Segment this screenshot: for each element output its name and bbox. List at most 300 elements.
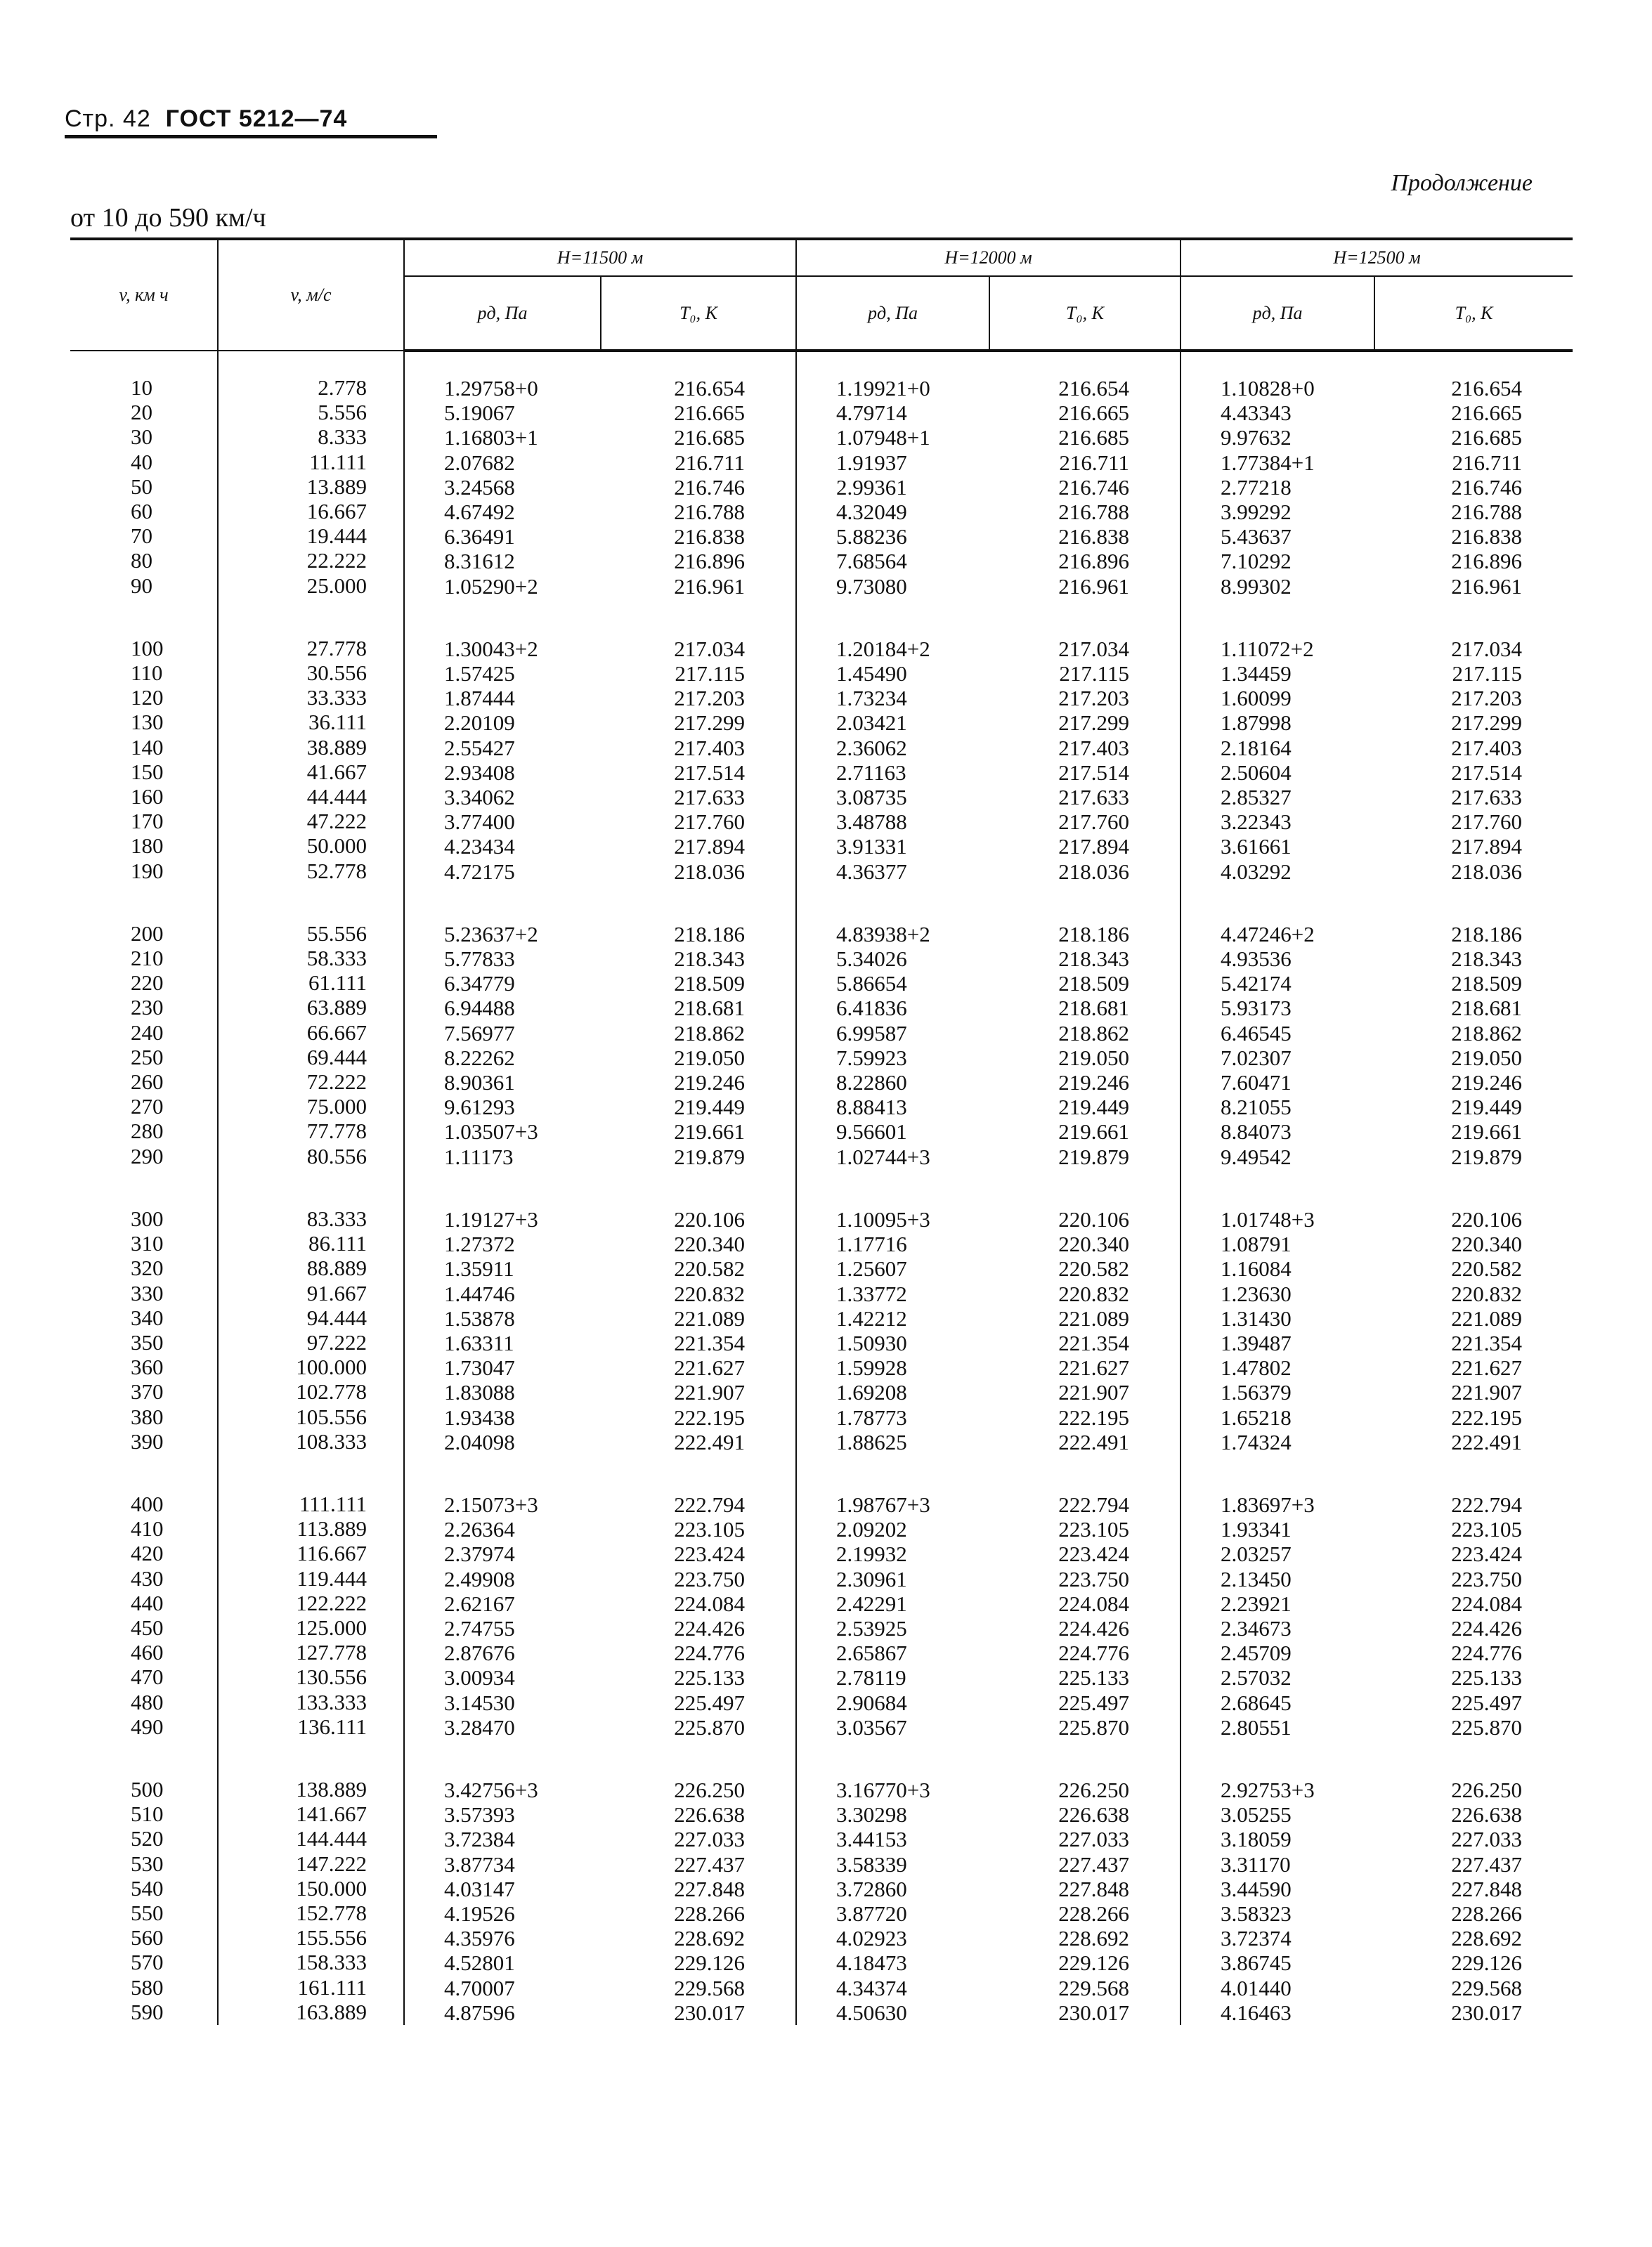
table-cell: 222.491 <box>1058 1429 1130 1454</box>
table-cell: 50 <box>131 474 152 499</box>
table-cell: 340 <box>131 1305 164 1330</box>
table-cell: 4.67492 <box>444 500 515 525</box>
table-cell: 216.685 <box>1451 425 1523 450</box>
table-cell: 221.089 <box>674 1305 746 1331</box>
block-gap <box>444 884 601 922</box>
col-header-t-12000: T₀, K <box>989 276 1181 351</box>
table-cell: 4.03292 <box>1221 859 1292 884</box>
table-cell: 227.848 <box>1451 1876 1523 1901</box>
table-cell: 200 <box>131 920 164 946</box>
table-cell: 217.894 <box>1451 834 1523 859</box>
table-cell: 217.203 <box>1451 686 1523 711</box>
table-cell: 1.17716 <box>836 1232 907 1257</box>
table-cell: 220.832 <box>674 1281 746 1306</box>
table-cell: 33.333 <box>306 685 367 710</box>
column-t-11500 <box>601 351 796 2025</box>
block-gap <box>1374 1740 1522 1778</box>
table-cell: 155.556 <box>296 1925 367 1950</box>
table-cell: 218.343 <box>1058 946 1130 972</box>
table-cell: 223.424 <box>674 1542 746 1567</box>
table-cell: 100.000 <box>296 1355 367 1380</box>
table-body-row <box>70 351 1573 2025</box>
table-cell: 7.56977 <box>444 1020 515 1046</box>
table-cell: 223.750 <box>674 1566 746 1591</box>
block-gap <box>601 1169 745 1207</box>
table-cell: 224.776 <box>674 1641 746 1666</box>
table-cell: 216.711 <box>1059 450 1130 475</box>
table-cell: 217.115 <box>1059 661 1130 686</box>
table-cell: 225.870 <box>1451 1714 1523 1740</box>
table-cell: 218.186 <box>674 921 746 946</box>
table-cell: 30.556 <box>306 660 367 686</box>
table-cell: 2.99361 <box>836 474 907 500</box>
table-cell: 6.41836 <box>836 996 907 1021</box>
table-cell: 216.711 <box>1452 450 1523 475</box>
column-v-kmh <box>70 351 218 2025</box>
table-cell: 86.111 <box>308 1231 367 1256</box>
table-cell: 260 <box>131 1069 164 1095</box>
table-cell: 41.667 <box>306 759 367 784</box>
page-header <box>65 105 437 132</box>
block-gap <box>836 1740 989 1778</box>
table-cell: 2.90684 <box>836 1690 907 1715</box>
table-cell: 5.77833 <box>444 946 515 972</box>
table-cell: 218.509 <box>1058 971 1130 996</box>
table-cell: 150.000 <box>296 1875 367 1901</box>
table-cell: 218.343 <box>1451 946 1523 972</box>
table-cell: 3.16770+3 <box>836 1777 930 1802</box>
table-cell: 58.333 <box>306 946 367 971</box>
table-cell: 218.862 <box>1451 1020 1523 1046</box>
table-cell: 2.50604 <box>1221 760 1292 785</box>
table-cell: 490 <box>131 1714 164 1739</box>
table-cell: 1.69208 <box>836 1380 907 1405</box>
table-cell: 226.250 <box>674 1777 746 1802</box>
table-cell: 36.111 <box>308 710 367 735</box>
table-cell: 219.449 <box>1451 1095 1523 1120</box>
table-cell: 2.09202 <box>836 1517 907 1542</box>
table-cell: 1.05290+2 <box>444 573 538 599</box>
table-cell: 217.894 <box>674 834 746 859</box>
table-cell: 6.36491 <box>444 524 515 549</box>
table-cell: 219.879 <box>674 1144 746 1169</box>
table-cell: 8.99302 <box>1221 573 1292 599</box>
table-cell: 2.19932 <box>836 1542 907 1567</box>
table-cell: 122.222 <box>296 1590 367 1615</box>
table-cell: 2.55427 <box>444 735 515 760</box>
table-cell: 221.907 <box>1058 1380 1130 1405</box>
table-cell: 470 <box>131 1665 164 1690</box>
table-cell: 40 <box>131 449 152 474</box>
table-cell: 16.667 <box>306 499 367 524</box>
table-cell: 20 <box>131 400 152 425</box>
table-cell: 1.31430 <box>1221 1305 1292 1331</box>
column-t-12000 <box>989 351 1181 2025</box>
table-cell: 220.582 <box>1451 1256 1523 1282</box>
table-cell: 1.29758+0 <box>444 376 538 400</box>
table-cell: 3.28470 <box>444 1714 515 1740</box>
table-cell: 7.59923 <box>836 1045 907 1070</box>
table-cell: 1.73234 <box>836 686 907 711</box>
column-p-12500 <box>1181 351 1374 2025</box>
table-cell: 9.49542 <box>1221 1144 1292 1169</box>
table-cell: 5.556 <box>318 400 367 425</box>
table-cell: 219.449 <box>674 1095 746 1120</box>
table-cell: 400 <box>131 1491 164 1516</box>
col-header-v-kmh: v, км ч <box>70 239 218 351</box>
table-cell: 217.633 <box>674 785 746 810</box>
table-cell: 2.78119 <box>836 1665 906 1691</box>
table-cell: 75.000 <box>306 1094 367 1119</box>
table-cell: 216.746 <box>674 474 746 500</box>
block-gap <box>131 1168 217 1206</box>
table-cell: 119.444 <box>297 1565 367 1591</box>
table-cell: 228.692 <box>1451 1926 1523 1951</box>
table-cell: 225.870 <box>1058 1714 1130 1740</box>
table-cell: 105.556 <box>296 1404 367 1429</box>
table-cell: 227.848 <box>674 1876 746 1901</box>
table-cell: 1.11072+2 <box>1221 636 1314 661</box>
table-cell: 223.424 <box>1058 1542 1130 1567</box>
table-cell: 4.83938+2 <box>836 921 930 946</box>
table-cell: 3.86745 <box>1221 1950 1292 1976</box>
table-cell: 2.80551 <box>1221 1714 1292 1740</box>
table-cell: 22.222 <box>306 548 367 573</box>
table-cell: 2.77218 <box>1221 474 1292 500</box>
table-cell: 1.87998 <box>1221 710 1292 736</box>
data-table <box>70 237 1573 2025</box>
table-cell: 1.42212 <box>836 1305 907 1331</box>
table-cell: 217.514 <box>1058 760 1130 785</box>
table-cell: 2.68645 <box>1221 1690 1292 1715</box>
table-cell: 5.23637+2 <box>444 921 538 946</box>
table-cell: 102.778 <box>296 1379 367 1405</box>
block-gap <box>836 599 989 637</box>
table-cell: 218.681 <box>1451 996 1523 1021</box>
table-cell: 560 <box>131 1925 164 1950</box>
table-cell: 220.582 <box>1058 1256 1130 1282</box>
table-cell: 218.681 <box>674 996 746 1021</box>
table-cell: 2.26364 <box>444 1517 515 1542</box>
table-cell: 8.31612 <box>444 549 515 574</box>
table-cell: 222.195 <box>1451 1405 1523 1430</box>
table-cell: 1.56379 <box>1221 1380 1292 1405</box>
table-cell: 217.115 <box>675 661 746 686</box>
table-cell: 227.437 <box>674 1851 746 1877</box>
table-cell: 3.44153 <box>836 1827 907 1852</box>
header-rule <box>65 135 437 138</box>
block-gap <box>836 1169 989 1207</box>
table-cell: 217.034 <box>1451 636 1523 661</box>
table-cell: 300 <box>131 1206 164 1231</box>
table-cell: 220.106 <box>674 1206 746 1232</box>
table-cell: 4.01440 <box>1221 1975 1292 2000</box>
table-cell: 228.692 <box>674 1926 746 1951</box>
table-cell: 270 <box>131 1094 164 1119</box>
table-cell: 216.896 <box>674 549 746 574</box>
table-cell: 3.24568 <box>444 474 515 500</box>
table-cell: 8.84073 <box>1221 1119 1292 1145</box>
table-cell: 2.93408 <box>444 760 515 785</box>
table-cell: 1.33772 <box>836 1281 907 1306</box>
table-cell: 66.667 <box>306 1020 367 1045</box>
table-cell: 3.72374 <box>1221 1926 1292 1951</box>
block-gap <box>1374 599 1522 637</box>
table-cell: 3.31170 <box>1221 1851 1291 1877</box>
table-cell: 5.43637 <box>1221 524 1292 549</box>
table-cell: 1.74324 <box>1221 1429 1292 1454</box>
table-cell: 218.343 <box>674 946 746 972</box>
table-cell: 5.88236 <box>836 524 907 549</box>
table-cell: 158.333 <box>296 1950 367 1975</box>
table-cell: 9.73080 <box>836 573 907 599</box>
table-cell: 216.654 <box>1451 376 1523 400</box>
table-cell: 3.61661 <box>1221 834 1292 859</box>
block-gap <box>836 884 989 922</box>
table-cell: 220 <box>131 970 164 996</box>
table-cell: 3.77400 <box>444 809 515 835</box>
table-cell: 520 <box>131 1826 164 1851</box>
table-cell: 88.889 <box>306 1256 367 1281</box>
table-cell: 4.87596 <box>444 2000 515 2025</box>
table-cell: 44.444 <box>306 784 367 809</box>
table-cell: 5.93173 <box>1221 996 1292 1021</box>
table-cell: 3.99292 <box>1221 500 1292 525</box>
table-cell: 2.74755 <box>444 1615 515 1641</box>
block-gap <box>1374 1169 1522 1207</box>
table-cell: 227.033 <box>1058 1827 1130 1852</box>
block-gap <box>989 1454 1129 1492</box>
table-cell: 219.246 <box>674 1070 746 1095</box>
table-cell: 221.907 <box>674 1380 746 1405</box>
table-cell: 2.04098 <box>444 1429 515 1454</box>
table-cell: 4.19526 <box>444 1901 515 1926</box>
table-cell: 217.760 <box>674 809 746 835</box>
table-cell: 4.93536 <box>1221 946 1292 972</box>
table-cell: 217.403 <box>1451 735 1523 760</box>
table-cell: 2.07682 <box>444 450 515 475</box>
table-cell: 4.23434 <box>444 834 515 859</box>
column-t-12500 <box>1374 351 1573 2025</box>
col-header-p-11500: pд, Па <box>404 276 601 351</box>
table-cell: 220.582 <box>674 1256 746 1282</box>
table-cell: 216.746 <box>1058 474 1130 500</box>
table-cell: 9.61293 <box>444 1095 515 1120</box>
table-cell: 3.87720 <box>836 1901 907 1926</box>
table-cell: 3.14530 <box>444 1690 515 1715</box>
table-cell: 108.333 <box>296 1428 367 1454</box>
table-cell: 500 <box>131 1776 164 1802</box>
table-cell: 218.036 <box>674 859 746 884</box>
block-gap <box>219 1454 367 1492</box>
table-cell: 223.750 <box>1451 1566 1523 1591</box>
table-cell: 217.633 <box>1451 785 1523 810</box>
table-cell: 224.084 <box>1058 1591 1130 1616</box>
table-cell: 3.58323 <box>1221 1901 1292 1926</box>
table-cell: 2.18164 <box>1221 735 1292 760</box>
table-cell: 219.879 <box>1451 1144 1523 1169</box>
table-cell: 219.661 <box>1058 1119 1130 1145</box>
block-gap <box>1221 884 1374 922</box>
table-cell: 80 <box>131 548 152 573</box>
table-cell: 100 <box>131 635 164 660</box>
table-cell: 1.50930 <box>836 1330 907 1355</box>
table-cell: 216.665 <box>1058 400 1130 426</box>
table-cell: 230.017 <box>1451 2000 1523 2025</box>
block-gap <box>444 1454 601 1492</box>
table-cell: 570 <box>131 1950 164 1975</box>
table-cell: 218.509 <box>674 971 746 996</box>
header-row-groups <box>70 239 1573 276</box>
table-cell: 113.889 <box>297 1516 367 1542</box>
table-cell: 91.667 <box>306 1280 367 1305</box>
table-cell: 220.340 <box>1058 1232 1130 1257</box>
table-cell: 229.126 <box>1451 1950 1523 1976</box>
table-cell: 217.299 <box>1058 710 1130 736</box>
table-cell: 6.94488 <box>444 996 515 1021</box>
table-cell: 227.848 <box>1058 1876 1130 1901</box>
table-cell: 219.246 <box>1451 1070 1523 1095</box>
table-cell: 220.340 <box>674 1232 746 1257</box>
table-cell: 2.37974 <box>444 1542 515 1567</box>
table-cell: 2.62167 <box>444 1591 515 1616</box>
table-cell: 30 <box>131 424 152 450</box>
table-cell: 380 <box>131 1404 164 1429</box>
table-cell: 3.48788 <box>836 809 907 835</box>
col-header-p-12000: pд, Па <box>796 276 989 351</box>
table-cell: 220.832 <box>1058 1281 1130 1306</box>
table-cell: 90 <box>131 573 152 598</box>
table-cell: 217.203 <box>674 686 746 711</box>
table-cell: 217.034 <box>1058 636 1130 661</box>
block-gap <box>989 599 1129 637</box>
table-cell: 116.667 <box>297 1541 367 1566</box>
table-cell: 1.63311 <box>444 1330 514 1355</box>
table-cell: 250 <box>131 1044 164 1069</box>
table-cell: 222.195 <box>1058 1405 1130 1430</box>
table-cell: 240 <box>131 1020 164 1045</box>
table-cell: 125.000 <box>296 1615 367 1640</box>
table-cell: 1.83697+3 <box>1221 1492 1315 1517</box>
block-gap <box>219 598 367 636</box>
table-cell: 140 <box>131 734 164 760</box>
table-cell: 510 <box>131 1802 164 1827</box>
table-cell: 216.788 <box>1451 500 1523 525</box>
table-cell: 52.778 <box>306 858 367 883</box>
table-cell: 8.90361 <box>444 1070 515 1095</box>
table-cell: 3.58339 <box>836 1851 907 1877</box>
table-cell: 2.03421 <box>836 710 907 736</box>
table-cell: 1.93341 <box>1221 1517 1292 1542</box>
table-cell: 127.778 <box>296 1640 367 1665</box>
table-cell: 224.426 <box>1058 1615 1130 1641</box>
group-header-11500: H=11500 м <box>404 239 796 276</box>
table-cell: 230 <box>131 995 164 1020</box>
col-header-v-ms: v, м/с <box>218 239 404 351</box>
table-cell: 133.333 <box>296 1689 367 1714</box>
table-cell: 1.19921+0 <box>836 376 930 400</box>
table-cell: 6.34779 <box>444 971 515 996</box>
table-cell: 3.30298 <box>836 1802 907 1828</box>
table-cell: 1.30043+2 <box>444 636 538 661</box>
table-cell: 224.776 <box>1451 1641 1523 1666</box>
table-cell: 150 <box>131 759 164 784</box>
table-cell: 8.88413 <box>836 1095 907 1120</box>
table-cell: 180 <box>131 833 164 859</box>
table-cell: 223.105 <box>1451 1517 1523 1542</box>
table-cell: 440 <box>131 1590 164 1615</box>
table-cell: 3.22343 <box>1221 809 1292 835</box>
table-cell: 1.03507+3 <box>444 1119 538 1145</box>
table-cell: 4.79714 <box>836 400 907 426</box>
table-cell: 460 <box>131 1640 164 1665</box>
block-gap <box>601 1454 745 1492</box>
table-cell: 4.72175 <box>444 859 515 884</box>
table-cell: 540 <box>131 1875 164 1901</box>
table-cell: 170 <box>131 809 164 834</box>
block-gap <box>989 1169 1129 1207</box>
table-cell: 228.692 <box>1058 1926 1130 1951</box>
table-cell: 1.47802 <box>1221 1355 1292 1381</box>
table-cell: 229.126 <box>674 1950 746 1976</box>
table-cell: 217.894 <box>1058 834 1130 859</box>
page-label: Стр. 42 <box>65 105 151 132</box>
table-cell: 310 <box>131 1231 164 1256</box>
table-cell: 1.93438 <box>444 1405 515 1430</box>
table-cell: 225.133 <box>674 1665 746 1691</box>
table-cell: 4.43343 <box>1221 400 1292 426</box>
table-cell: 390 <box>131 1428 164 1454</box>
table-cell: 320 <box>131 1256 164 1281</box>
table-cell: 222.195 <box>674 1405 746 1430</box>
table-cell: 1.65218 <box>1221 1405 1292 1430</box>
table-cell: 7.10292 <box>1221 549 1292 574</box>
table-cell: 3.72860 <box>836 1876 907 1901</box>
table-cell: 226.250 <box>1058 1777 1130 1802</box>
table-cell: 2.03257 <box>1221 1542 1292 1567</box>
table-cell: 221.907 <box>1451 1380 1523 1405</box>
column-p-11500 <box>404 351 601 2025</box>
table-cell: 60 <box>131 499 152 524</box>
table-cell: 224.084 <box>1451 1591 1523 1616</box>
table-cell: 2.13450 <box>1221 1566 1292 1591</box>
table-cell: 2.71163 <box>836 760 906 785</box>
table-cell: 61.111 <box>308 970 367 996</box>
table-cell: 9.97632 <box>1221 425 1292 450</box>
table-cell: 216.788 <box>674 500 746 525</box>
table-cell: 63.889 <box>306 995 367 1020</box>
table-cell: 410 <box>131 1516 164 1542</box>
table-cell: 216.746 <box>1451 474 1523 500</box>
table-cell: 217.115 <box>1452 661 1523 686</box>
table-cell: 4.70007 <box>444 1975 515 2000</box>
table-cell: 370 <box>131 1379 164 1405</box>
table-cell: 4.32049 <box>836 500 907 525</box>
table-cell: 225.497 <box>674 1690 746 1715</box>
table-cell: 216.654 <box>1058 376 1130 400</box>
block-gap <box>131 1739 217 1777</box>
table-cell: 216.838 <box>1058 524 1130 549</box>
table-cell: 2.20109 <box>444 710 515 736</box>
table-cell: 136.111 <box>297 1714 367 1739</box>
table-cell: 97.222 <box>306 1329 367 1355</box>
table-cell: 222.794 <box>1451 1492 1523 1517</box>
table-cell: 1.02744+3 <box>836 1144 930 1169</box>
table-cell: 152.778 <box>296 1900 367 1925</box>
table-cell: 218.862 <box>1058 1020 1130 1046</box>
table-cell: 216.896 <box>1058 549 1130 574</box>
col-header-t-11500: T₀, K <box>601 276 796 351</box>
